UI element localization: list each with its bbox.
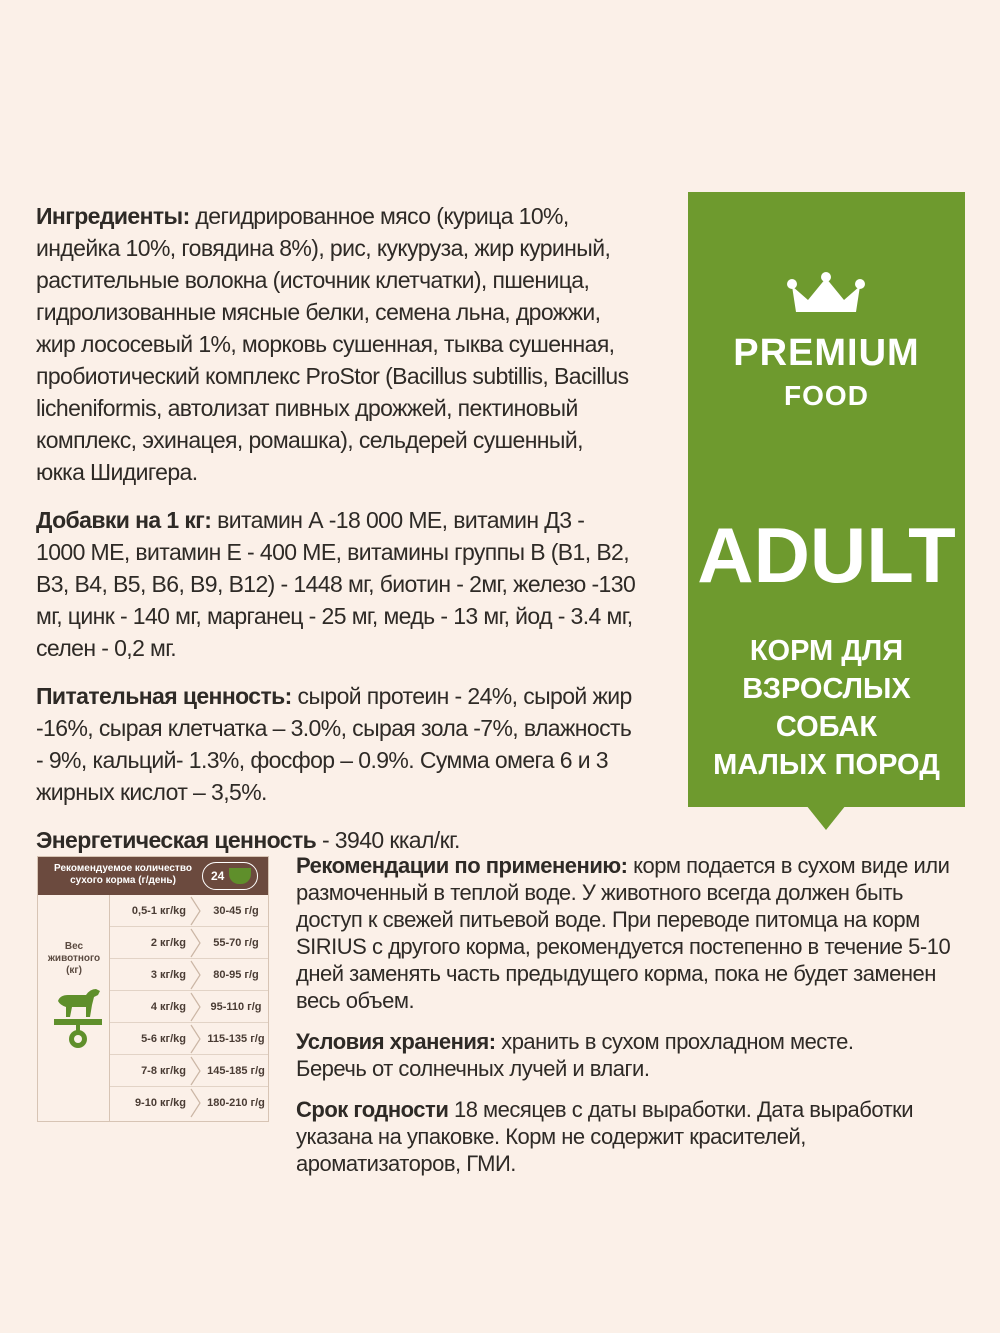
additives-paragraph xyxy=(36,504,636,664)
subtitle-line: ВЗРОСЛЫХ СОБАК xyxy=(742,673,911,743)
chevron-right-icon xyxy=(188,927,204,959)
shelf-life-label: Срок годности xyxy=(296,1097,449,1122)
daily-badge xyxy=(202,862,258,890)
table-row xyxy=(110,1087,268,1119)
dog-on-scale-icon xyxy=(50,979,106,1049)
row-weight: 0,5-1 кг/kg xyxy=(131,904,186,917)
table-row xyxy=(110,991,268,1023)
chevron-right-icon xyxy=(188,991,204,1023)
row-weight: 3 кг/kg xyxy=(150,968,186,981)
header-line: Рекомендуемое количество xyxy=(54,863,192,874)
weight-column xyxy=(38,895,110,1121)
usage-text xyxy=(296,852,966,1191)
badge-pointer xyxy=(802,800,850,830)
row-weight: 2 кг/kg xyxy=(150,936,186,949)
feeding-table xyxy=(37,856,269,1122)
nutrition-label: Питательная ценность: xyxy=(36,683,292,709)
nutrition-text: сырой протеин - 24%, сырой жир -16%, сырая клетчатка – 3.0%, сырая зола -7%, влажность - 9%, кальций- 1.3%, фосфор – 0.9%. Сумма омега 6 и 3 жирных кислот – 3,5%. xyxy=(36,683,632,805)
subtitle-line: КОРМ ДЛЯ xyxy=(749,635,904,667)
badge-number: 24 xyxy=(211,869,225,883)
weight-label-line: (кг) xyxy=(66,965,82,976)
ingredients-text: дегидрированное мясо (курица 10%, индейка 10%, говядина 8%), рис, кукуруза, жир куриный, растительные волокна (источник клетчатки), пшеница, гидролизованные мясные белки, семена льна, дрожжи, жир лососевый 1%, морковь сушенная, тыква сушенная, пробиотический комплекс ProStor (Bacillus subtillis, Bacillus licheniformis, автолизат пивных дрожжей, пектиновый комплекс, эхинацея, ромашка), сельдерей сушенный, юкка Шидигера. xyxy=(36,203,629,485)
chevron-right-icon xyxy=(188,959,204,991)
row-grams: 95-110 г/g xyxy=(210,1000,262,1013)
ingredients-label: Ингредиенты: xyxy=(36,203,190,229)
row-grams: 55-70 г/g xyxy=(213,936,259,949)
product-badge xyxy=(688,192,965,807)
row-grams: 180-210 г/g xyxy=(207,1097,265,1109)
chevron-right-icon xyxy=(188,1087,204,1119)
composition-text xyxy=(36,200,636,872)
row-grams: 115-135 г/g xyxy=(207,1032,265,1045)
table-row xyxy=(110,959,268,991)
table-row xyxy=(110,927,268,959)
storage-line: хранить в сухом прохладном месте. xyxy=(495,1029,854,1054)
usage-label: Рекомендации по применению: xyxy=(296,853,628,878)
badge-subtitle xyxy=(708,632,945,784)
table-row xyxy=(110,1023,268,1055)
storage-line: Беречь от солнечных лучей и влаги. xyxy=(296,1056,650,1081)
storage-paragraph xyxy=(296,1028,966,1082)
row-weight: 4 кг/kg xyxy=(150,1000,186,1013)
row-weight: 5-6 кг/kg xyxy=(141,1032,186,1045)
chevron-right-icon xyxy=(188,1055,204,1087)
weight-label-line: Вес xyxy=(64,941,84,952)
row-weight: 9-10 кг/kg xyxy=(134,1097,186,1109)
additives-text: витамин А -18 000 МЕ, витамин Д3 - 1000 МЕ, витамин Е - 400 МЕ, витамины группы В (В1, В2, В3, В4, В5, В6, В9, В12) - 1448 мг, биотин - 2мг, железо -130 мг, цинк - 140 мг, марганец - 25 мг, медь - 13 мг, йод - 3.4 мг, селен - 0,2 мг. xyxy=(36,507,636,661)
subtitle-line: МАЛЫХ ПОРОД xyxy=(713,749,940,781)
energy-text: - 3940 ккал/кг. xyxy=(316,827,460,853)
row-grams: 145-185 г/g xyxy=(207,1064,265,1077)
adult-label: ADULT xyxy=(697,511,956,599)
storage-label: Условия хранения: xyxy=(296,1029,496,1054)
table-row xyxy=(110,1055,268,1087)
energy-label: Энергетическая ценность xyxy=(36,827,317,853)
weight-label-line: животного xyxy=(47,953,101,964)
feeding-table-header xyxy=(38,857,268,895)
additives-label: Добавки на 1 кг: xyxy=(36,507,212,533)
chevron-right-icon xyxy=(188,1023,204,1055)
table-row xyxy=(110,895,268,927)
food-label: FOOD xyxy=(784,380,869,411)
bowl-icon xyxy=(229,868,251,884)
chevron-right-icon xyxy=(188,895,204,927)
usage-text-body: корм подается в сухом виде или размоченный в теплой воде. У животного всегда должен быть доступ к свежей питьевой воде. При переводе питомца на корм SIRIUS с другого корма, рекомендуется постепенно в течение 5-10 дней заменять часть предыдущего корма, пока не будет заменен весь объем. xyxy=(296,853,951,1013)
ingredients-paragraph xyxy=(36,200,636,488)
weight-label xyxy=(38,941,110,977)
crown-icon xyxy=(786,272,866,318)
shelf-life-paragraph xyxy=(296,1096,966,1177)
nutrition-paragraph xyxy=(36,680,636,808)
row-weight: 7-8 кг/kg xyxy=(141,1064,186,1077)
row-grams: 30-45 г/g xyxy=(213,904,259,917)
row-grams: 80-95 г/g xyxy=(213,968,259,981)
usage-paragraph xyxy=(296,852,966,1014)
feeding-rows xyxy=(110,895,268,1119)
premium-label: PREMIUM xyxy=(733,332,920,374)
shelf-life-text: 18 месяцев с даты выработки. Дата выработки указана на упаковке. Корм не содержит красителей, ароматизаторов, ГМИ. xyxy=(296,1097,914,1176)
header-line: сухого корма (г/день) xyxy=(70,875,176,886)
